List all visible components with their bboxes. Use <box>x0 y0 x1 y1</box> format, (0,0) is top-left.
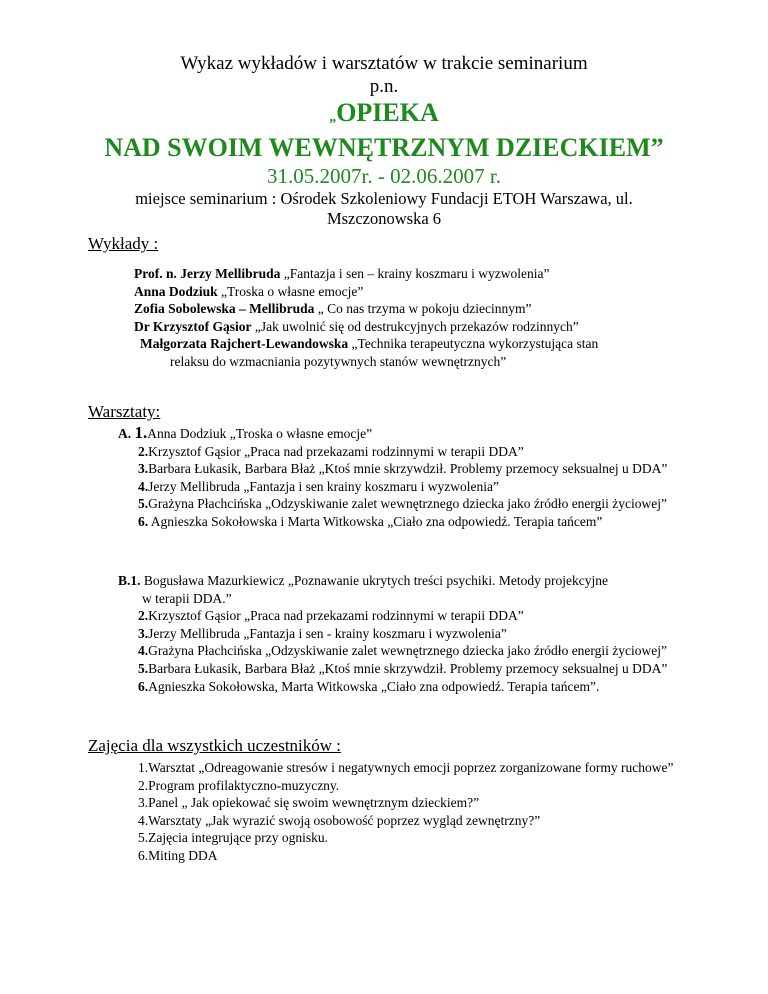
activity-item: 2.Program profilaktyczno-muzyczny. <box>138 777 340 793</box>
workshop-text: Krzysztof Gąsior „Praca nad przekazami rodzinnymi w terapii DDA” <box>148 608 524 624</box>
item-number: 6. <box>138 678 149 694</box>
document-header <box>0 52 768 229</box>
all-participants-list <box>138 759 678 865</box>
workshop-item <box>118 660 678 678</box>
lecture-item <box>134 283 694 301</box>
item-number: 3. <box>138 625 149 641</box>
header-pn: p.n. <box>369 76 399 97</box>
seminar-title-line2: NAD SWOIM WEWNĘTRZNYM DZIECKIEM” <box>104 133 664 162</box>
lecture-title: „ Co nas trzyma w pokoju dziecinnym” <box>314 301 532 317</box>
item-number: 3. <box>138 461 149 477</box>
activity-item: 5.Zajęcia integrujące przy ognisku. <box>138 830 329 846</box>
lectures-heading: Wykłady : <box>88 234 159 253</box>
workshop-item <box>118 443 678 461</box>
lecturer-name: Dr Krzysztof Gąsior <box>134 318 252 334</box>
item-number: 5. <box>138 660 149 676</box>
lecturer-name: Prof. n. Jerzy Mellibruda <box>134 266 281 281</box>
workshop-text: Barbara Łukasik, Barbara Błaż „Ktoś mnie skrzywdził. Problemy przemocy seksualnej u DDA” <box>148 660 668 676</box>
item-number: 4. <box>138 478 149 494</box>
workshop-text-cont: w terapii DDA.” <box>142 590 232 606</box>
seminar-title-line1 <box>0 98 768 133</box>
lecture-item <box>134 265 694 283</box>
lecture-item <box>134 318 694 336</box>
activity-item: 3.Panel „ Jak opiekować się swoim wewnętrznym dzieckiem?” <box>138 795 480 811</box>
workshop-text: Jerzy Mellibruda „Fantazja i sen krainy koszmaru i wyzwolenia” <box>148 478 499 494</box>
seminar-place-line2: Mszczonowska 6 <box>326 209 442 228</box>
workshop-text: Anna Dodziuk „Troska o własne emocje” <box>147 426 373 441</box>
workshop-item <box>118 513 678 531</box>
workshop-item <box>118 678 678 696</box>
group-b-marker: B.1. <box>118 573 141 588</box>
workshop-text: Grażyna Płachcińska „Odzyskiwanie zalet wewnętrznego dziecka jako źródło energii życiowej” <box>148 643 668 659</box>
lecture-title-cont: relaksu do wzmacniania pozytywnych stanów wewnętrznych” <box>170 353 507 369</box>
item-number: 5. <box>138 496 149 512</box>
workshop-item <box>118 607 678 625</box>
workshops-group-b <box>118 572 678 695</box>
seminar-title-word: OPIEKA <box>336 98 439 127</box>
item-number: 1. <box>134 423 148 442</box>
workshop-item <box>118 642 678 660</box>
lecture-item <box>134 335 694 353</box>
workshop-text: Grażyna Płachcińska „Odzyskiwanie zalet wewnętrznego dziecka jako źródło energii życiowej” <box>148 496 668 512</box>
workshop-text: Agnieszka Sokołowska, Marta Witkowska „Ciało zna odpowiedź. Terapia tańcem”. <box>148 678 600 694</box>
item-number: 2. <box>138 608 149 624</box>
seminar-place-line1: miejsce seminarium : Ośrodek Szkoleniowy Fundacji ETOH Warszawa, ul. <box>135 189 633 208</box>
lecture-title: „Jak uwolnić się od destrukcyjnych przekazów rodzinnych” <box>251 318 579 334</box>
item-number: 2. <box>138 443 149 459</box>
activity-item: 6.Miting DDA <box>138 847 218 863</box>
all-participants-heading: Zajęcia dla wszystkich uczestników : <box>88 736 342 755</box>
item-number: 4. <box>138 643 149 659</box>
title-open-quote: „ <box>329 110 337 125</box>
workshops-group-a <box>118 424 678 531</box>
lecturer-name: Małgorzata Rajchert-Lewandowska <box>140 336 349 352</box>
workshop-text: Agnieszka Sokołowska i Marta Witkowska „Ciało zna odpowiedź. Terapia tańcem” <box>148 513 603 529</box>
workshop-item <box>118 495 678 513</box>
workshop-text: Krzysztof Gąsior „Praca nad przekazami rodzinnymi w terapii DDA” <box>148 443 524 459</box>
group-a-marker: A. <box>118 426 132 441</box>
lecture-item <box>134 300 694 318</box>
lecture-title: „Troska o własne emocje” <box>217 283 364 299</box>
seminar-dates: 31.05.2007r. - 02.06.2007 r. <box>267 164 501 188</box>
workshop-text: Jerzy Mellibruda „Fantazja i sen - krainy koszmaru i wyzwolenia” <box>148 625 507 641</box>
workshop-text: Bogusława Mazurkiewicz „Poznawanie ukrytych treści psychiki. Metody projekcyjne <box>140 573 608 588</box>
workshop-item <box>118 424 678 443</box>
lecture-title: „Technika terapeutyczna wykorzystująca stan <box>348 336 599 352</box>
workshop-item <box>118 572 678 590</box>
workshop-item <box>118 625 678 643</box>
workshops-heading: Warsztaty: <box>88 402 161 421</box>
lecturer-name: Anna Dodziuk <box>134 283 218 299</box>
lectures-list <box>134 265 694 371</box>
header-intro: Wykaz wykładów i warsztatów w trakcie seminarium <box>180 53 588 74</box>
lecture-title: „Fantazja i sen – krainy koszmaru i wyzwolenia” <box>280 266 550 281</box>
workshop-item <box>118 460 678 478</box>
workshop-item <box>118 478 678 496</box>
lecturer-name: Zofia Sobolewska – Mellibruda <box>134 301 315 317</box>
activity-item: 1.Warsztat „Odreagowanie stresów i negatywnych emocji poprzez zorganizowane formy ruchowe” <box>138 760 674 775</box>
item-number: 6. <box>138 513 149 529</box>
workshop-text: Barbara Łukasik, Barbara Błaż „Ktoś mnie skrzywdził. Problemy przemocy seksualnej u DDA” <box>148 461 668 477</box>
activity-item: 4.Warsztaty „Jak wyrazić swoją osobowość poprzez wygląd zewnętrzny?” <box>138 812 541 828</box>
